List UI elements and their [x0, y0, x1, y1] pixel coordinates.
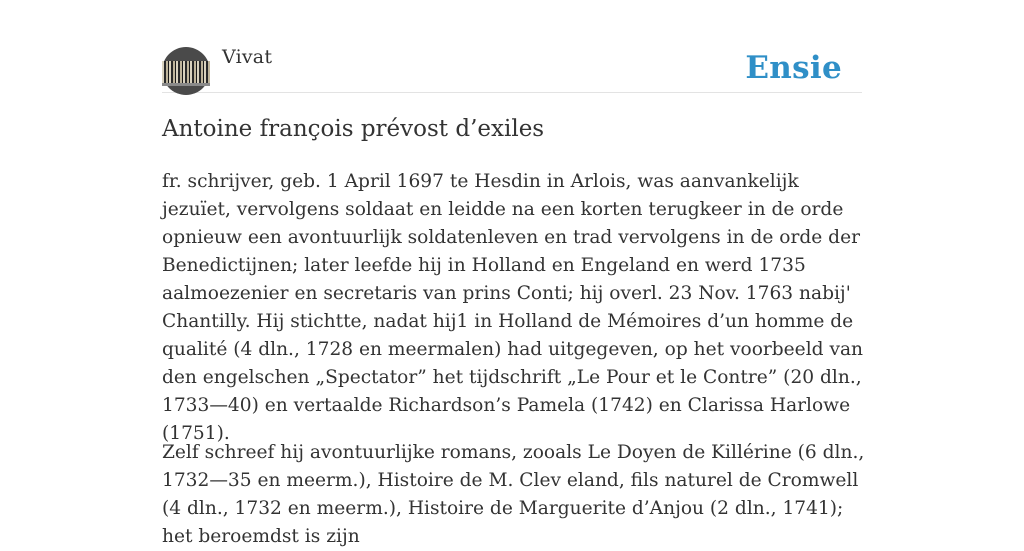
site-name-link[interactable]: Vivat	[222, 46, 273, 68]
article-paragraph-1: fr. schrijver, geb. 1 April 1697 te Hesdin in Arlois, was aanvankelijk jezuïet, vervolgens soldaat en leidde na een korten terugkeer in de orde opnieuw een avontuurlijk soldatenleven en trad vervolgens in de orde der Benedictijnen; later leefde hij in Holland en Engeland en werd 1735 aalmoezenier en secretaris van prins Conti; hij overl. 23 Nov. 1763 nabij' Chantilly. Hij stichtte, nadat hij1 in Holland de Mémoires d’un homme de qualité (4 dln., 1728 en meermalen) had uitgegeven, op het voorbeeld van den engelschen „Spectator” het tijdschrift „Le Pour et le Contre” (20 dln., 1733—40) en vertaalde Richardson’s Pamela (1742) en Clarissa Harlowe (1751).	[162, 171, 864, 444]
article-title: Antoine françois prévost d’exiles	[162, 116, 545, 142]
brand-logo-link[interactable]: Ensie	[745, 50, 842, 86]
shelf-line	[162, 83, 210, 86]
article-paragraph-2: Zelf schreef hij avontuurlijke romans, zooals Le Doyen de Killérine (6 dln., 1732—35 en meerm.), Histoire de M. Clev eland, fils naturel de Cromwell (4 dln., 1732 en meerm.), Histoire de Marguerite d’Anjou (2 dln., 1741); het beroemdst is zijn	[162, 442, 865, 547]
page-container	[162, 0, 865, 547]
bookshelf-icon	[162, 61, 210, 83]
site-header	[162, 0, 862, 93]
site-avatar[interactable]	[162, 47, 210, 95]
